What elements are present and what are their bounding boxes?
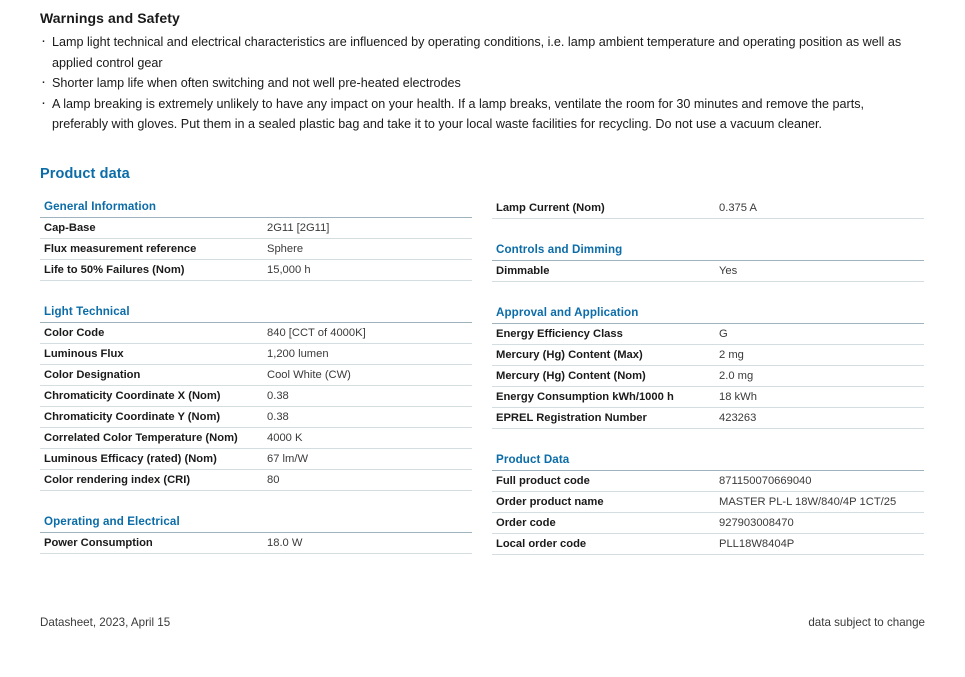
- row-value: 2.0 mg: [719, 370, 754, 382]
- row-value: 840 [CCT of 4000K]: [267, 327, 366, 339]
- general-information-block: [40, 198, 472, 281]
- table-row: [492, 513, 924, 534]
- row-key: Mercury (Hg) Content (Nom): [496, 370, 646, 382]
- table-row: [40, 218, 472, 239]
- row-value: 67 lm/W: [267, 453, 309, 465]
- row-key: Dimmable: [496, 265, 550, 277]
- row-value: Yes: [719, 265, 738, 277]
- row-key: Color Code: [44, 327, 105, 339]
- row-value: 0.375 A: [719, 202, 757, 214]
- row-value: 927903008470: [719, 517, 794, 529]
- warnings-list: [40, 32, 920, 135]
- row-value: 4000 K: [267, 432, 303, 444]
- table-row: [492, 198, 924, 219]
- warnings-and-safety-section: [40, 10, 920, 135]
- row-value: MASTER PL-L 18W/840/4P 1CT/25: [719, 496, 897, 508]
- block-title: Light Technical: [40, 303, 472, 323]
- table-row: [40, 365, 472, 386]
- block-title: General Information: [40, 198, 472, 218]
- row-key: Mercury (Hg) Content (Max): [496, 349, 643, 361]
- table-row: [492, 261, 924, 282]
- table-row: [40, 428, 472, 449]
- list-item: · A lamp breaking is extremely unlikely to have any impact on your health. If a lamp breaks, ventilate the room for 30 minutes and remove the parts, preferably with gloves. Put them in a sealed plastic bag and take it to your local waste facilities for recycling. Do not use a vacuum cleaner.: [40, 94, 920, 135]
- row-value: 18 kWh: [719, 391, 757, 403]
- row-key: Order product name: [496, 496, 604, 508]
- warnings-section-title: Warnings and Safety: [40, 10, 180, 26]
- row-key: Luminous Flux: [44, 348, 124, 360]
- row-key: EPREL Registration Number: [496, 412, 647, 424]
- row-value: 80: [267, 474, 280, 486]
- table-row: [40, 386, 472, 407]
- product-data-left-column: [40, 198, 472, 576]
- row-key: Full product code: [496, 475, 590, 487]
- row-key: Life to 50% Failures (Nom): [44, 264, 185, 276]
- row-key: Correlated Color Temperature (Nom): [44, 432, 238, 444]
- product-data-right-column: [492, 198, 924, 577]
- table-row: [40, 323, 472, 344]
- table-row: [492, 387, 924, 408]
- product-data-block: [492, 451, 924, 555]
- row-key: Energy Efficiency Class: [496, 328, 623, 340]
- row-value: 423263: [719, 412, 757, 424]
- table-row: [40, 407, 472, 428]
- footer-datasheet-date: Datasheet, 2023, April 15: [40, 616, 171, 629]
- table-row: [40, 344, 472, 365]
- list-item: · Shorter lamp life when often switching and not well pre-heated electrodes: [40, 73, 920, 94]
- row-key: Lamp Current (Nom): [496, 202, 605, 214]
- table-row: [40, 239, 472, 260]
- table-row: [492, 366, 924, 387]
- row-key: Flux measurement reference: [44, 243, 197, 255]
- row-value: 15,000 h: [267, 264, 311, 276]
- table-row: [40, 533, 472, 554]
- row-value: 871150070669040: [719, 475, 812, 487]
- table-row: [492, 471, 924, 492]
- row-value: Sphere: [267, 243, 304, 255]
- controls-and-dimming-block: [492, 241, 924, 282]
- light-technical-block: [40, 303, 472, 491]
- table-row: [492, 324, 924, 345]
- block-title: Controls and Dimming: [492, 241, 924, 261]
- block-title: Approval and Application: [492, 304, 924, 324]
- row-key: Color rendering index (CRI): [44, 474, 191, 486]
- block-title: Product Data: [492, 451, 924, 471]
- row-value: G: [719, 328, 728, 340]
- lamp-current-block: [492, 198, 924, 219]
- row-key: Cap-Base: [44, 222, 96, 234]
- row-key: Luminous Efficacy (rated) (Nom): [44, 453, 217, 465]
- row-key: Energy Consumption kWh/1000 h: [496, 391, 674, 403]
- row-key: Local order code: [496, 538, 587, 550]
- row-value: 2 mg: [719, 349, 744, 361]
- table-row: [492, 408, 924, 429]
- table-row: [40, 470, 472, 491]
- row-value: 2G11 [2G11]: [267, 222, 330, 234]
- product-data-heading: Product data: [40, 166, 130, 182]
- operating-and-electrical-block: [40, 513, 472, 554]
- approval-and-application-block: [492, 304, 924, 429]
- list-item: · Lamp light technical and electrical characteristics are influenced by operating conditions, i.e. lamp ambient temperature and operating position as well as applied control gear: [40, 32, 920, 73]
- block-title: Operating and Electrical: [40, 513, 472, 533]
- table-row: [492, 345, 924, 366]
- footer-disclaimer: data subject to change: [808, 616, 925, 629]
- row-key: Chromaticity Coordinate X (Nom): [44, 390, 221, 402]
- table-row: [40, 449, 472, 470]
- table-row: [492, 492, 924, 513]
- row-value: 18.0 W: [267, 537, 303, 549]
- table-row: [492, 534, 924, 555]
- row-key: Color Designation: [44, 369, 141, 381]
- row-key: Power Consumption: [44, 537, 153, 549]
- row-key: Order code: [496, 517, 556, 529]
- row-value: 0.38: [267, 411, 289, 423]
- row-key: Chromaticity Coordinate Y (Nom): [44, 411, 221, 423]
- row-value: PLL18W8404P: [719, 538, 795, 550]
- row-value: 0.38: [267, 390, 289, 402]
- table-row: [40, 260, 472, 281]
- row-value: Cool White (CW): [267, 369, 351, 381]
- row-value: 1,200 lumen: [267, 348, 329, 360]
